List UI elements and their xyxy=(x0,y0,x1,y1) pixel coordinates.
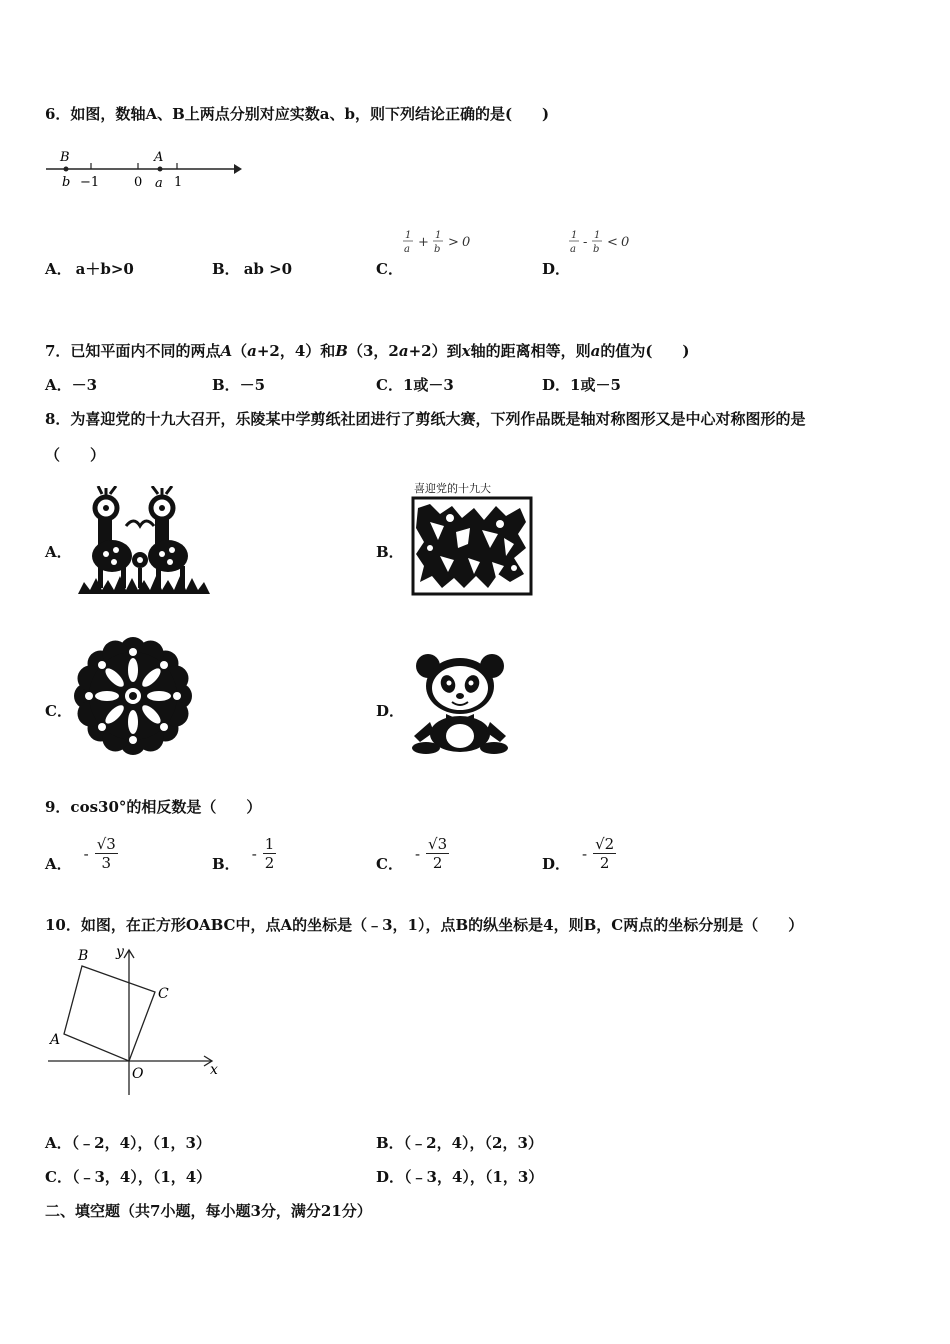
q8-stem-line1: 8．为喜迎党的十九大召开，乐陵某中学剪纸社团进行了剪纸大赛，下列作品既是轴对称图形又是中心对称图形的是 xyxy=(45,410,806,428)
q7-option-b[interactable]: B．－5 xyxy=(212,376,266,394)
q10-option-b[interactable]: B．（﹣2，4），（2，3） xyxy=(376,1134,543,1152)
axis-tick-0: 0 xyxy=(134,175,143,190)
axis-tick-1: 1 xyxy=(174,175,183,190)
svg-text:a: a xyxy=(570,244,576,255)
axis-tick-a: a xyxy=(155,176,163,191)
figure-label-y: y xyxy=(116,944,124,960)
svg-text:+: + xyxy=(418,235,429,250)
q7-option-c[interactable]: C．1或－3 xyxy=(376,376,454,394)
figure-label-O: O xyxy=(132,1066,144,1082)
svg-text:0: 0 xyxy=(462,235,471,250)
axis-label-B: B xyxy=(60,150,70,165)
flower-papercut-image xyxy=(74,636,192,756)
svg-text:0: 0 xyxy=(621,235,630,250)
axis-tick-neg1: −1 xyxy=(80,175,100,190)
q7-option-d[interactable]: D．1或－5 xyxy=(542,376,621,394)
q9-option-d[interactable]: D． - $\frac{√2}{2}$ xyxy=(542,835,615,873)
q9-stem: 9．cos30°的相反数是（ ） xyxy=(45,798,262,816)
q6-option-c-expr xyxy=(402,226,482,260)
deer-papercut-image xyxy=(76,486,212,598)
q6-option-a[interactable]: A． a＋b>0 xyxy=(45,260,134,278)
q10-square-figure xyxy=(44,940,226,1100)
panda-papercut-image xyxy=(408,648,512,756)
q6-option-d-expr xyxy=(568,226,648,260)
figure-label-x: x xyxy=(210,1062,218,1078)
q6-stem: 6．如图，数轴A、B上两点分别对应实数a、b，则下列结论正确的是( ) xyxy=(45,105,550,123)
svg-text:1: 1 xyxy=(435,230,442,241)
q10-option-c[interactable]: C．（﹣3，4），（1，4） xyxy=(45,1168,212,1186)
q10-option-d[interactable]: D．（﹣3，4），（1，3） xyxy=(376,1168,544,1186)
axis-tick-b: b xyxy=(62,175,71,190)
svg-text:1: 1 xyxy=(405,230,412,241)
q6-option-c[interactable]: C． xyxy=(376,260,403,278)
q8-option-b[interactable]: B． xyxy=(376,543,404,561)
q9-option-a[interactable]: A． - $\frac{√3}{3}$ xyxy=(45,835,116,873)
q8-option-c[interactable]: C． xyxy=(45,702,72,720)
q6-number-line xyxy=(44,145,244,195)
section-2-title: 二、填空题（共7小题，每小题3分，满分21分） xyxy=(45,1202,372,1220)
svg-text:>: > xyxy=(448,235,459,250)
q10-stem: 10．如图，在正方形OABC中，点A的坐标是（﹣3，1），点B的纵坐标是4，则B，C两点的坐标分别是（ ） xyxy=(45,916,804,934)
q7-stem: 7．已知平面内不同的两点A（a+2，4）和B（3，2a+2）到x轴的距离相等，则a的值为( ) xyxy=(45,342,690,360)
svg-text:-: - xyxy=(583,235,588,250)
q6-option-b[interactable]: B． ab >0 xyxy=(212,260,293,278)
axis-label-A: A xyxy=(154,150,164,165)
svg-text:1: 1 xyxy=(571,230,578,241)
q8-stem-line2: （ ） xyxy=(45,446,106,464)
figure-label-C: C xyxy=(158,986,169,1002)
figure-label-A: A xyxy=(50,1032,61,1048)
svg-text:a: a xyxy=(404,244,410,255)
figure-label-B: B xyxy=(78,948,89,964)
party-congress-papercut-image xyxy=(410,478,535,598)
svg-text:<: < xyxy=(607,235,618,250)
svg-text:1: 1 xyxy=(594,230,601,241)
q8-option-a[interactable]: A． xyxy=(45,543,72,561)
q7-option-a[interactable]: A．－3 xyxy=(45,376,98,394)
q10-option-a[interactable]: A．（﹣2，4），（1，3） xyxy=(45,1134,211,1152)
papercut-b-caption: 喜迎党的十九大 xyxy=(414,482,491,495)
q6-option-d[interactable]: D． xyxy=(542,260,571,278)
q8-option-d[interactable]: D． xyxy=(376,702,405,720)
q9-option-c[interactable]: C． - $\frac{√3}{2}$ xyxy=(376,835,448,873)
q9-option-b[interactable]: B． - $\frac{1}{2}$ xyxy=(212,835,275,873)
svg-text:b: b xyxy=(593,244,600,255)
svg-text:b: b xyxy=(434,244,441,255)
